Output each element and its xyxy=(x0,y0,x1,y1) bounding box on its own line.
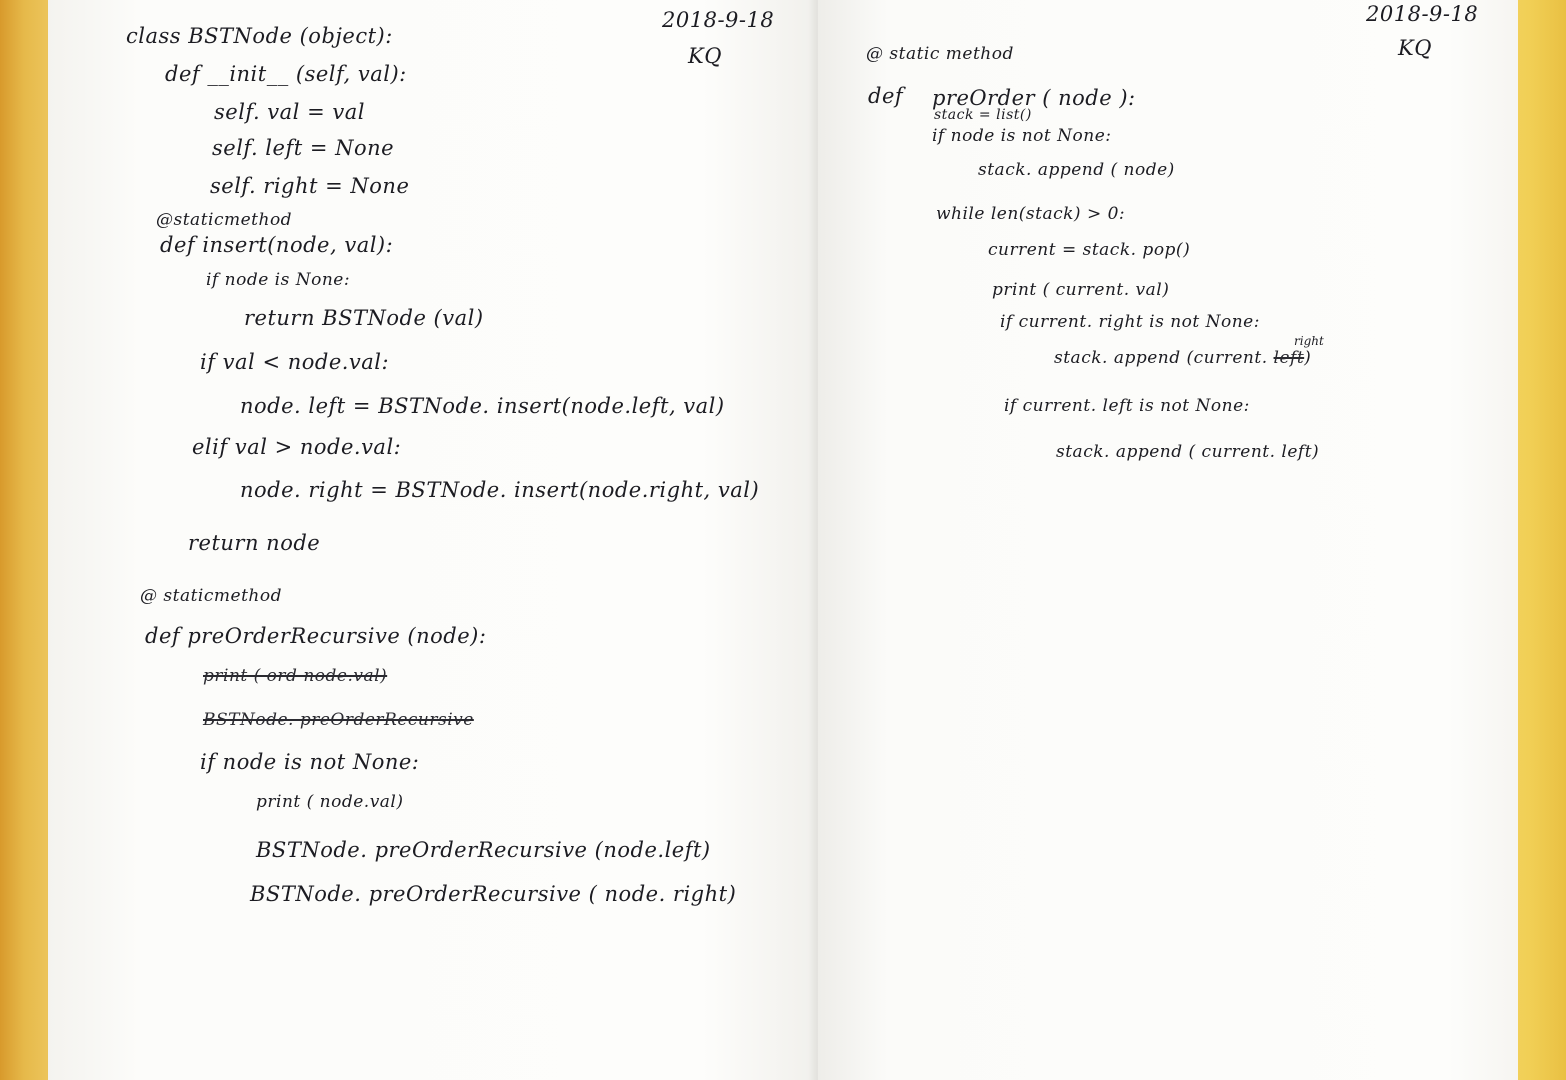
code-line-struck-call: BSTNode. preOrderRecursive xyxy=(203,710,474,730)
code-line-self-right: self. right = None xyxy=(210,174,410,198)
code-line-assign-left: node. left = BSTNode. insert(node.left, val) xyxy=(240,394,725,418)
code-line-elif-greater: elif val > node.val: xyxy=(192,435,402,459)
left-page-initials: KQ xyxy=(688,44,722,68)
code-line-assign-right: node. right = BSTNode. insert(node.right, val) xyxy=(240,478,760,502)
left-page-date: 2018-9-18 xyxy=(662,8,775,32)
code-line-r-preorder-def: preOrder ( node ): xyxy=(932,86,1136,110)
code-line-if-less: if val < node.val: xyxy=(200,350,390,374)
code-line-r-append-right xyxy=(1054,350,1311,367)
append-right-struck-word: left xyxy=(1273,348,1305,368)
code-line-return-new: return BSTNode (val) xyxy=(244,306,484,330)
code-line-return-node: return node xyxy=(188,531,321,555)
code-line-r-append-node: stack. append ( node) xyxy=(978,160,1175,180)
right-page-initials: KQ xyxy=(1398,36,1432,60)
code-line-r-if-left: if current. left is not None: xyxy=(1004,396,1250,416)
code-line-r-def-keyword: def xyxy=(868,84,904,108)
code-line-struck-print: print ( ord node.val) xyxy=(203,666,388,686)
code-line-rec-right: BSTNode. preOrderRecursive ( node. right) xyxy=(250,882,737,906)
code-line-r-stack-init: stack = list() xyxy=(934,107,1032,123)
code-line-r-if-not-none: if node is not None: xyxy=(932,126,1112,146)
append-right-prefix: stack. append (current. xyxy=(1054,348,1268,368)
code-line-if-not-none: if node is not None: xyxy=(200,750,420,774)
code-line-class-def: class BSTNode (object): xyxy=(126,24,393,48)
code-line-r-if-right: if current. right is not None: xyxy=(1000,312,1260,332)
code-line-self-val: self. val = val xyxy=(214,100,365,124)
code-line-rec-left: BSTNode. preOrderRecursive (node.left) xyxy=(256,838,711,862)
code-line-decorator-2: @ staticmethod xyxy=(140,586,282,606)
append-right-suffix: ) xyxy=(1304,348,1312,368)
notebook-page-left xyxy=(48,0,818,1080)
right-page-date: 2018-9-18 xyxy=(1366,2,1479,26)
code-insertion-right: right xyxy=(1294,334,1324,348)
code-line-preorder-rec-def: def preOrderRecursive (node): xyxy=(145,624,487,648)
code-line-print-val: print ( node.val) xyxy=(256,792,404,812)
code-line-init-def: def __init__ (self, val): xyxy=(165,62,407,86)
code-line-self-left: self. left = None xyxy=(212,136,395,160)
code-line-r-print-current: print ( current. val) xyxy=(992,280,1170,300)
code-line-insert-def: def insert(node, val): xyxy=(160,233,394,257)
code-line-decorator-1: @staticmethod xyxy=(156,210,293,230)
code-line-if-none: if node is None: xyxy=(206,270,351,290)
code-line-r-current-pop: current = stack. pop() xyxy=(988,240,1191,260)
code-line-r-decorator: @ static method xyxy=(866,44,1014,64)
code-line-r-append-left: stack. append ( current. left) xyxy=(1056,442,1320,462)
code-line-r-while-loop: while len(stack) > 0: xyxy=(936,204,1126,224)
